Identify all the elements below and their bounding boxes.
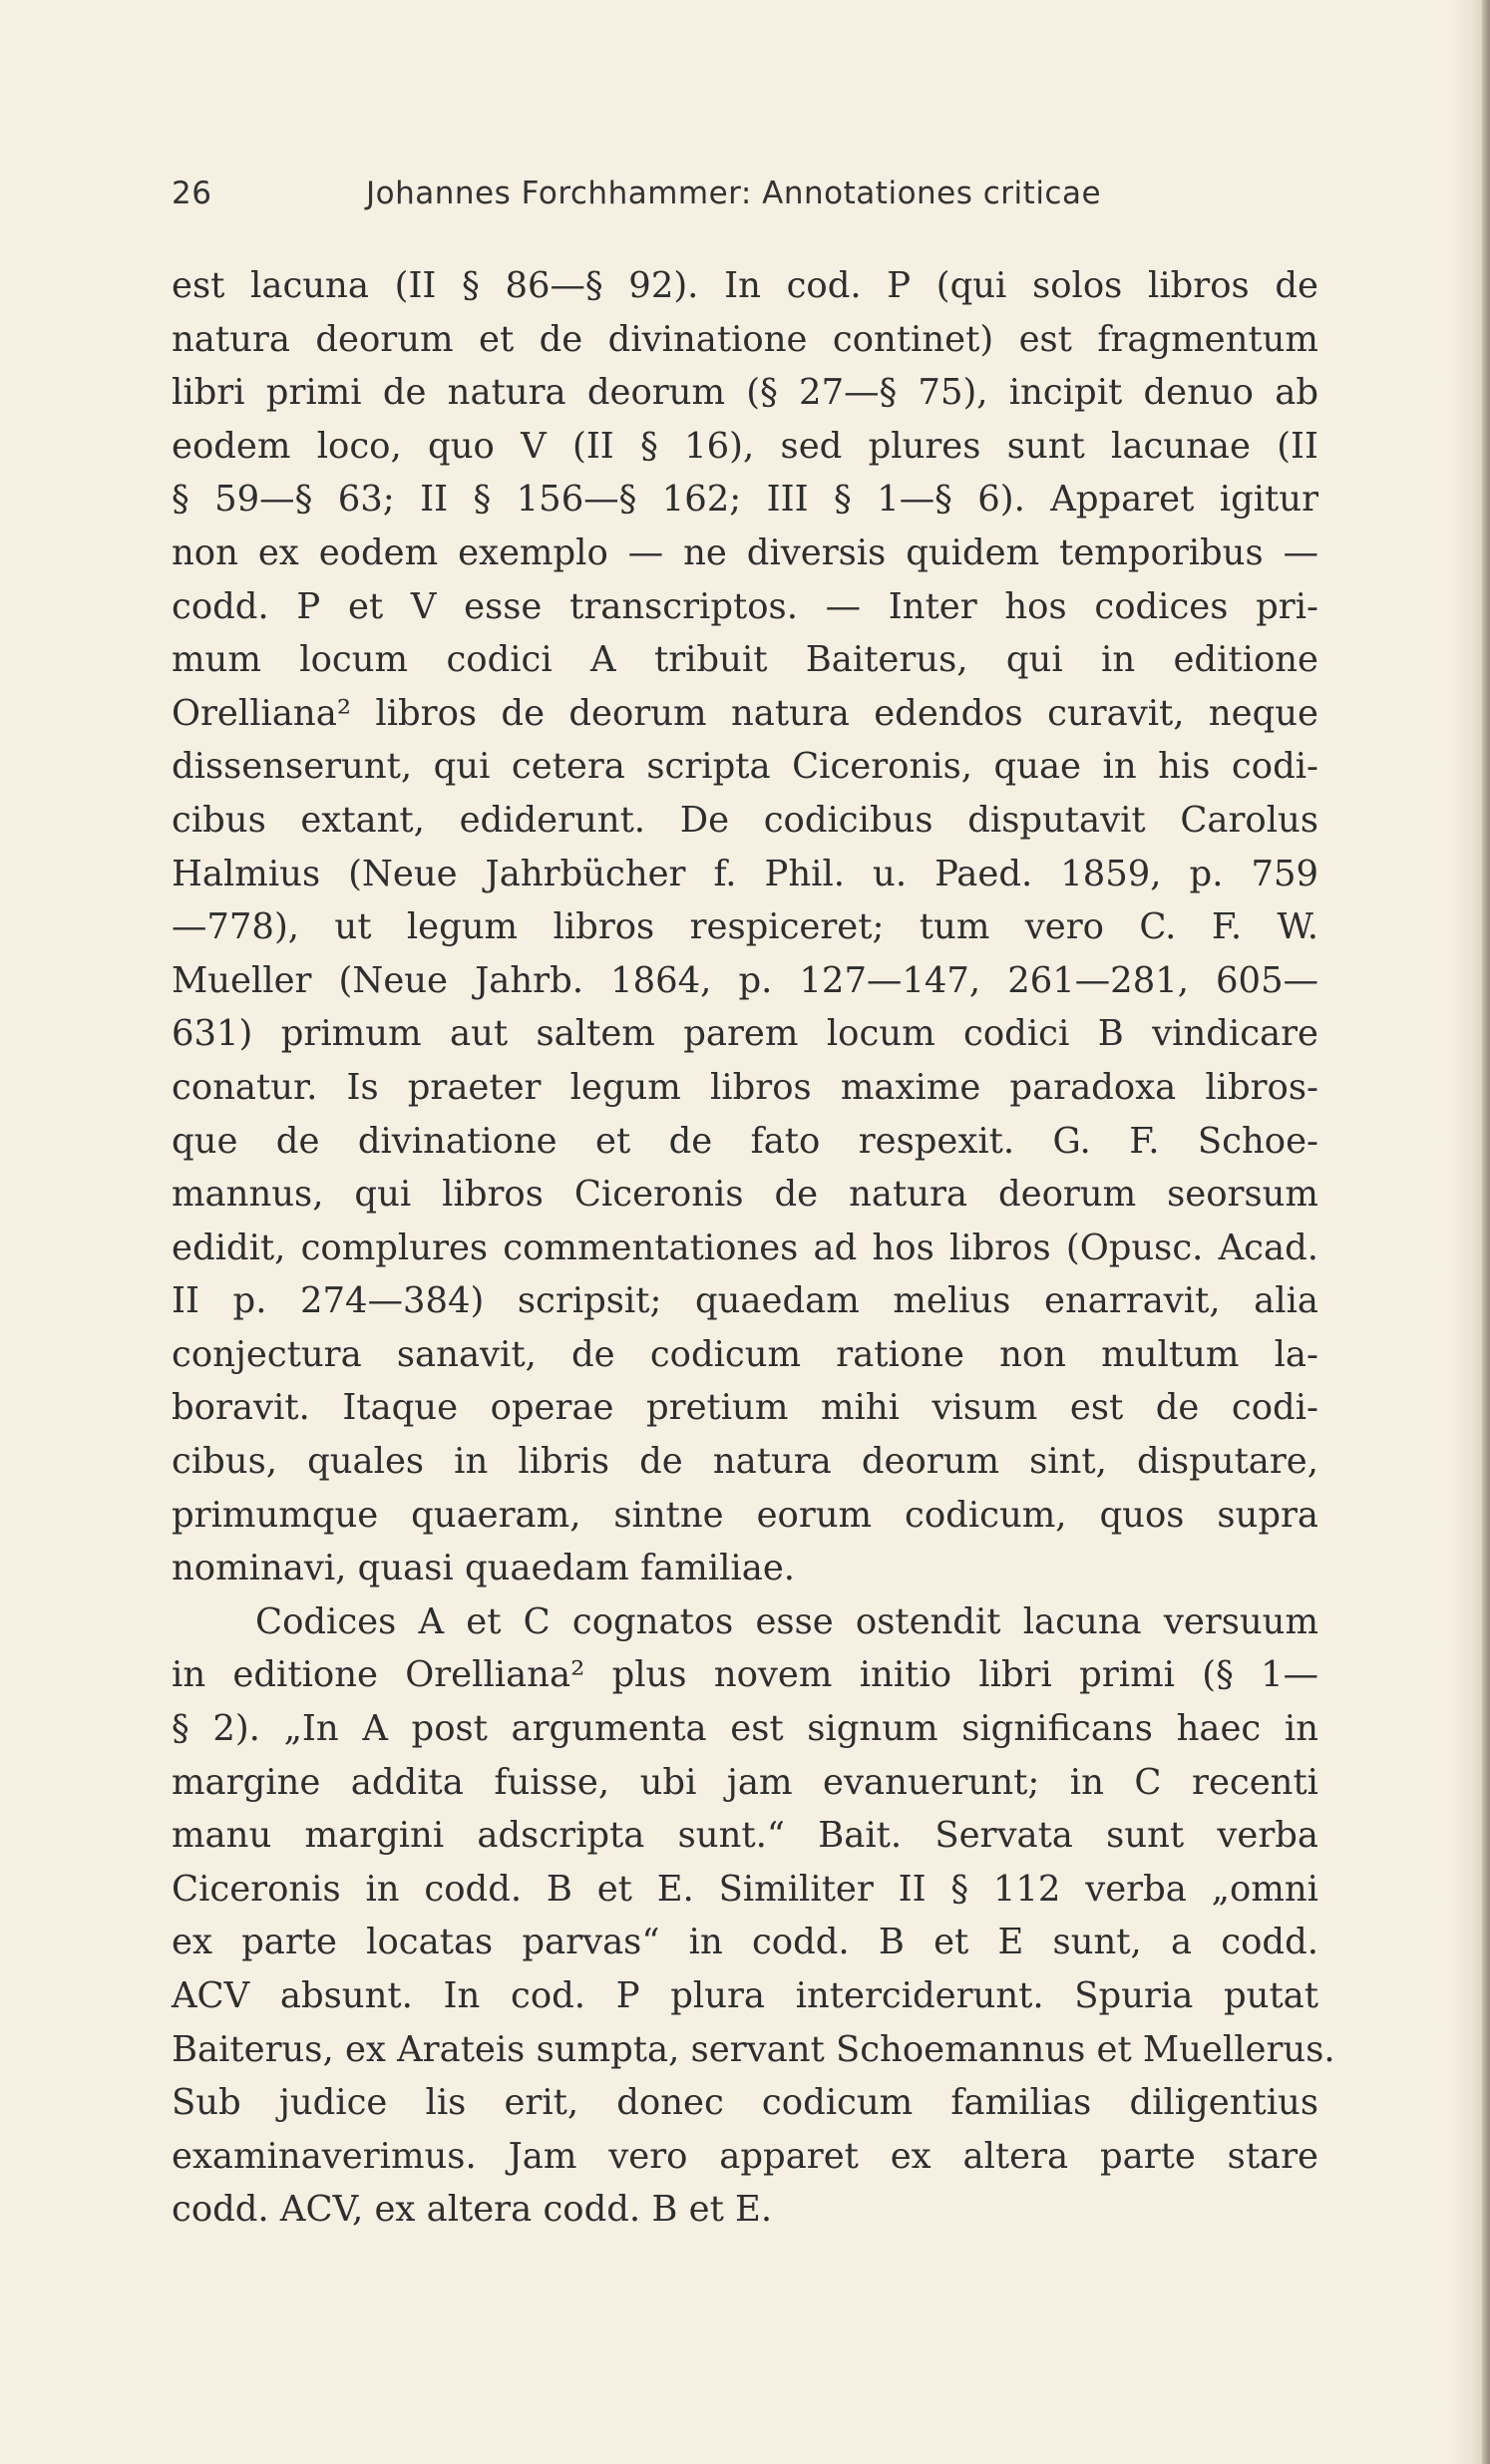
text-line: natura deorum et de divinatione continet) est fragmentum bbox=[172, 318, 1318, 360]
text-line: conjectura sanavit, de codicum ratione non multum la- bbox=[172, 1333, 1318, 1375]
text-line: boravit. Itaque operae pretium mihi visum est de codi- bbox=[172, 1387, 1318, 1429]
body-text bbox=[172, 259, 1335, 2237]
text-line: II p. 274—384) scripsit; quaedam melius enarravit, alia bbox=[172, 1280, 1318, 1322]
paragraph-start-line: Codices A et C cognatos esse ostendit lacuna versuum bbox=[255, 1600, 1318, 1642]
text-line: § 59—§ 63; II § 156—§ 162; III § 1—§ 6). Apparet igitur bbox=[172, 479, 1318, 521]
text-line: Sub judice lis erit, donec codicum familias diligentius bbox=[172, 2082, 1318, 2124]
text-line: mum locum codici A tribuit Baiterus, qui in editione bbox=[172, 639, 1318, 681]
text-line: Baiterus, ex Arateis sumpta, servant Schoemannus et Muellerus. bbox=[172, 2028, 1335, 2070]
paragraph-end-line: codd. ACV, ex altera codd. B et E. bbox=[172, 2189, 773, 2231]
text-line: margine addita fuisse, ubi jam evanuerunt; in C recenti bbox=[172, 1761, 1318, 1803]
text-line: edidit, complures commentationes ad hos libros (Opusc. Acad. bbox=[172, 1227, 1318, 1268]
text-line: ex parte locatas parvas“ in codd. B et E sunt, a codd. bbox=[172, 1922, 1318, 1963]
text-line: dissenserunt, qui cetera scripta Ciceronis, quae in his codi- bbox=[172, 746, 1318, 788]
text-line: eodem loco, quo V (II § 16), sed plures sunt lacunae (II bbox=[172, 425, 1318, 467]
text-line: est lacuna (II § 86—§ 92). In cod. P (qui solos libros de bbox=[172, 265, 1318, 306]
text-line: 631) primum aut saltem parem locum codici B vindicare bbox=[172, 1013, 1318, 1055]
page-number: 26 bbox=[172, 176, 212, 211]
text-line: primumque quaeram, sintne eorum codicum, quos supra bbox=[172, 1494, 1318, 1536]
header-title: Johannes Forchhammer: Annotationes criticae bbox=[366, 176, 1102, 211]
text-line: cibus extant, ediderunt. De codicibus disputavit Carolus bbox=[172, 799, 1318, 841]
text-line: in editione Orelliana² plus novem initio libri primi (§ 1— bbox=[172, 1654, 1318, 1696]
text-line: Mueller (Neue Jahrb. 1864, p. 127—147, 261—281, 605— bbox=[172, 959, 1318, 1001]
text-line: libri primi de natura deorum (§ 27—§ 75), incipit denuo ab bbox=[172, 372, 1318, 414]
text-line: conatur. Is praeter legum libros maxime paradoxa libros- bbox=[172, 1066, 1318, 1108]
text-line: examinaverimus. Jam vero apparet ex altera parte stare bbox=[172, 2135, 1318, 2177]
page-edge-shadow bbox=[1482, 0, 1490, 2464]
text-line: Orelliana² libros de deorum natura edendos curavit, neque bbox=[172, 692, 1318, 734]
text-line: —778), ut legum libros respiceret; tum vero C. F. W. bbox=[172, 906, 1318, 948]
running-head bbox=[172, 176, 1318, 225]
text-line: mannus, qui libros Ciceronis de natura deorum seorsum bbox=[172, 1174, 1318, 1216]
paragraph-end-line: nominavi, quasi quaedam familiae. bbox=[172, 1548, 796, 1589]
text-line: Ciceronis in codd. B et E. Similiter II § 112 verba „omni bbox=[172, 1868, 1318, 1910]
text-line: § 2). „In A post argumenta est signum significans haec in bbox=[172, 1708, 1318, 1750]
text-line: que de divinatione et de fato respexit. G. F. Schoe- bbox=[172, 1120, 1318, 1162]
text-line: manu margini adscripta sunt.“ Bait. Servata sunt verba bbox=[172, 1815, 1318, 1857]
text-line: Halmius (Neue Jahrbücher f. Phil. u. Paed. 1859, p. 759 bbox=[172, 853, 1318, 894]
text-line: non ex eodem exemplo — ne diversis quidem temporibus — bbox=[172, 531, 1318, 573]
text-line: ACV absunt. In cod. P plura interciderunt. Spuria putat bbox=[172, 1975, 1318, 2016]
text-line: cibus, quales in libris de natura deorum sint, disputare, bbox=[172, 1441, 1318, 1483]
text-line: codd. P et V esse transcriptos. — Inter hos codices pri- bbox=[172, 585, 1318, 627]
